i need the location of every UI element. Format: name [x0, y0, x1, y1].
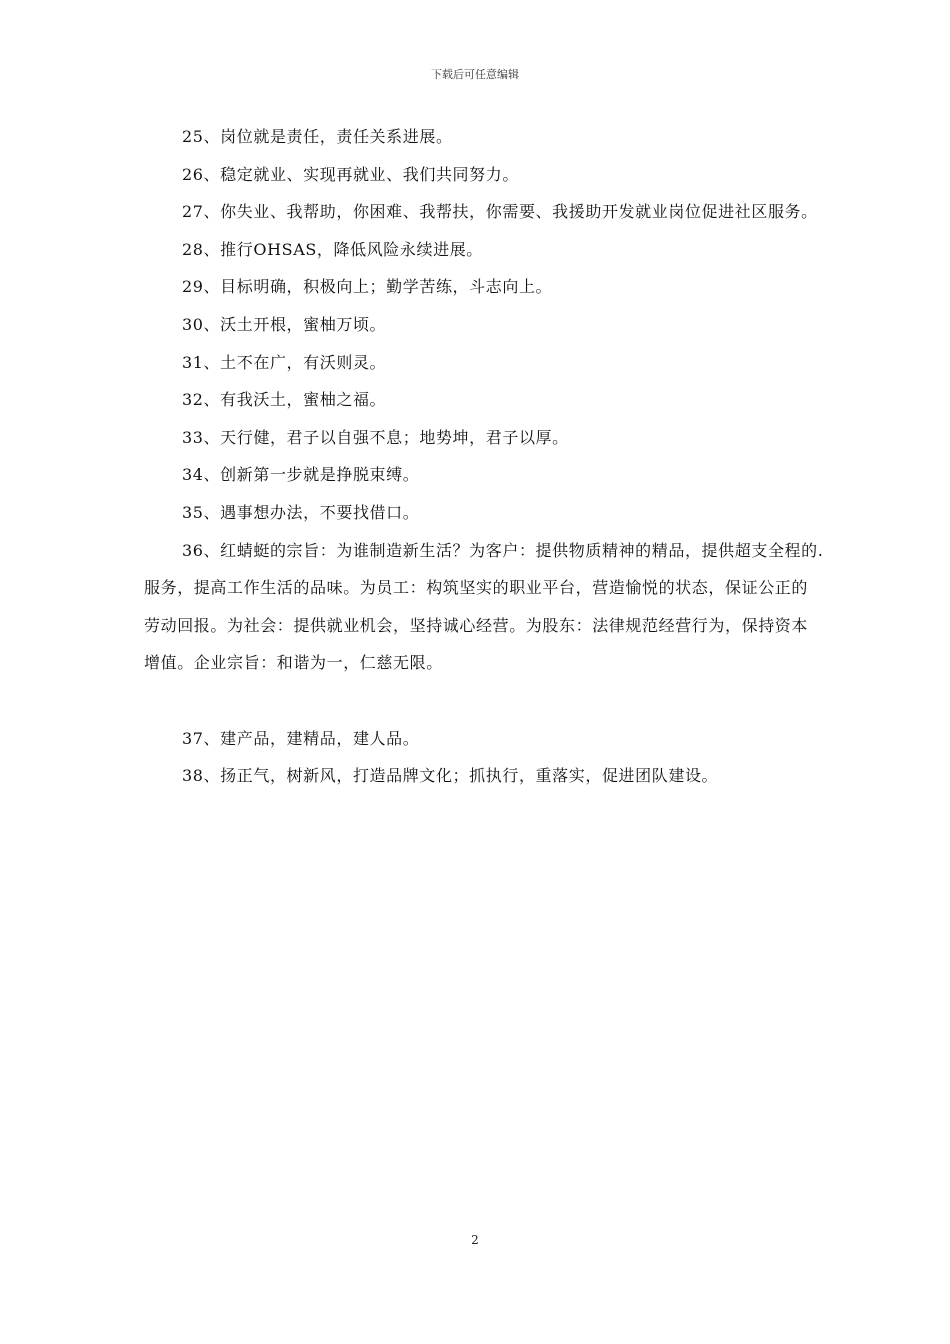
slogan-37: 37、建产品，建精品，建人品。	[182, 728, 420, 748]
slogan-30: 30、沃土开根，蜜柚万顷。	[182, 314, 387, 334]
slogan-27: 27、你失业、我帮助，你困难、我帮扶，你需要、我援助开发就业岗位促进社区服务。	[182, 202, 818, 222]
document-body	[144, 118, 824, 795]
page-header: 下载后可任意编辑	[431, 68, 519, 81]
slogan-25: 25、岗位就是责任，责任关系进展。	[182, 127, 453, 146]
slogan-26: 26、稳定就业、实现再就业、我们共同努力。	[182, 164, 519, 184]
slogan-28: 28、推行OHSAS，降低风险永续进展。	[182, 239, 483, 259]
slogan-34: 34、创新第一步就是挣脱束缚。	[182, 465, 420, 485]
slogan-31: 31、土不在广，有沃则灵。	[182, 352, 387, 372]
slogan-36: 36、红蜻蜓的宗旨：为谁制造新生活？为客户：提供物质精神的精品，提供超支全程的.服务，提高工作生活的品味。为员工：构筑坚实的职业平台，营造愉悦的状态，保证公正的劳动回报。为社会：提供就业机会，坚持诚心经营。为股东：法律规范经营行为，保持资本增值。企业宗旨：和谐为一，仁慈无限。	[144, 540, 824, 673]
slogan-33: 33、天行健，君子以自强不息；地势坤，君子以厚。	[182, 427, 569, 447]
slogan-38: 38、扬正气，树新风，打造品牌文化；抓执行，重落实，促进团队建设。	[182, 766, 719, 786]
page-number: 2	[471, 1233, 479, 1247]
slogan-32: 32、有我沃土，蜜柚之福。	[182, 390, 387, 410]
slogan-35: 35、遇事想办法，不要找借口。	[182, 502, 420, 522]
slogan-29: 29、目标明确，积极向上；勤学苦练，斗志向上。	[182, 277, 553, 297]
